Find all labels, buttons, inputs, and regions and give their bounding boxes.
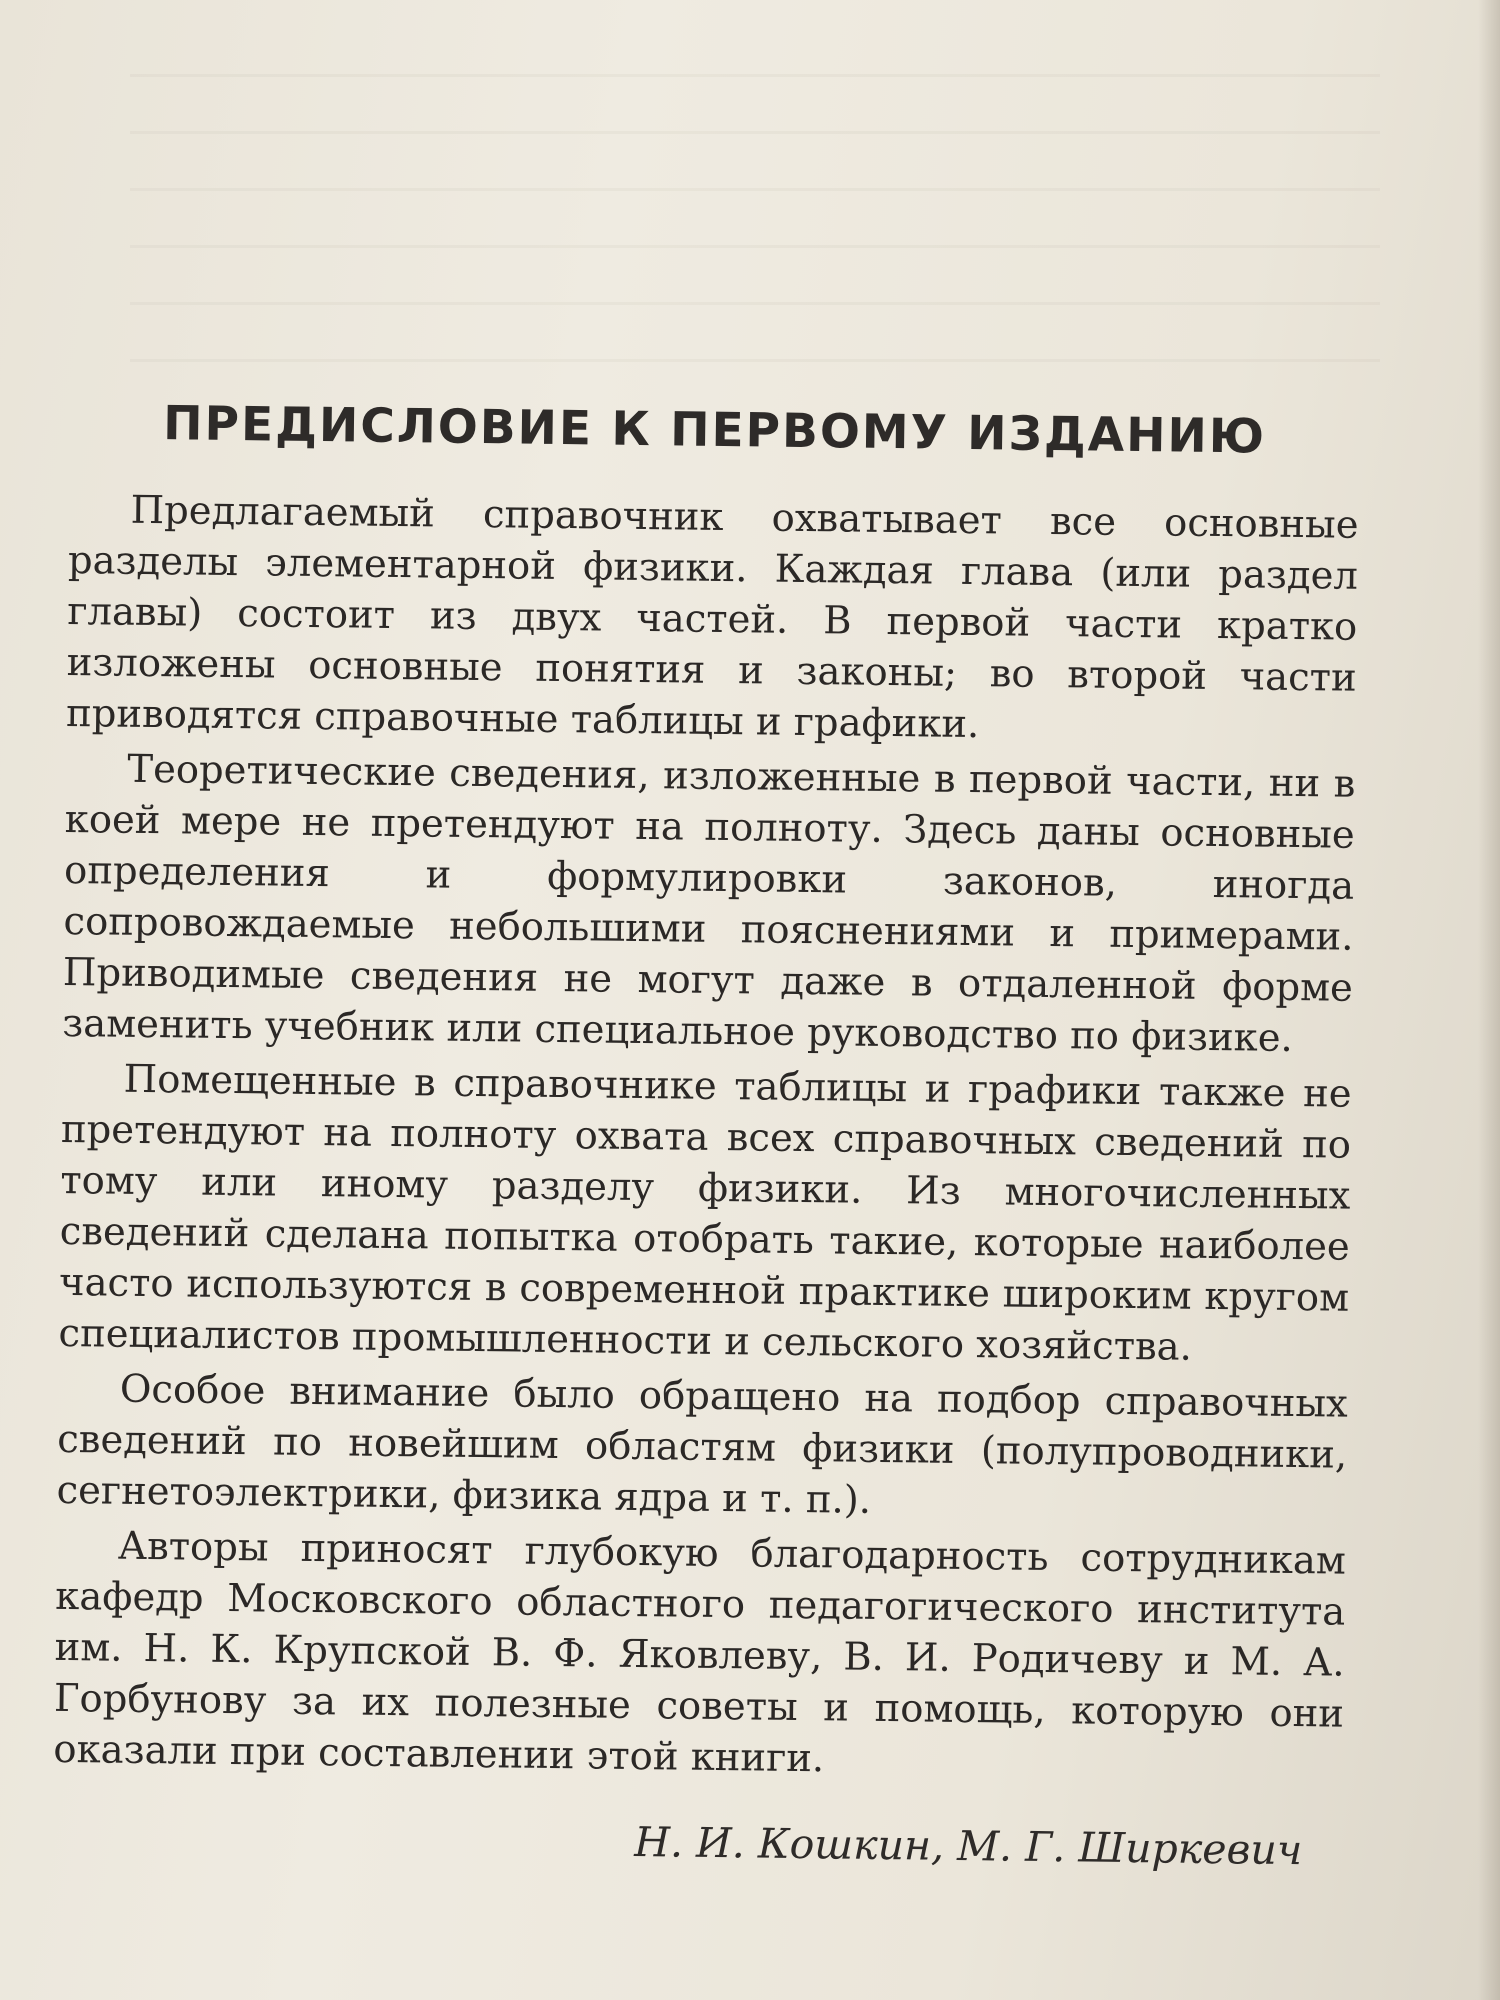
paragraph-1: Предлагаемый справочник охватывает все основные разделы элементарной физики. Каждая глава (или раздел главы) состоит из двух частей. В первой части кратко изложены основные понятия и законы; во второй части приводятся справочные таблицы и графики.	[65, 487, 1359, 748]
author-signature: Н. И. Кошкин, М. Г. Ширкевич	[633, 1818, 1303, 1875]
page-edge-shadow	[1478, 0, 1500, 2000]
paragraph-3: Помещенные в справочнике таблицы и графики также не претендуют на полноту охвата всех справочных сведений по тому или иному разделу физики. Из многочисленных сведений сделана попытка отобрать такие, которые наиболее часто используются в современной практике широким кругом специалистов промышленности и сельского хозяйства.	[58, 1056, 1352, 1370]
paragraph-2: Теоретические сведения, изложенные в первой части, ни в коей мере не претендуют на полноту. Здесь даны основные определения и формулировки законов, иногда сопровождаемые небольшими пояснениями и примерами. Приводимые сведения не могут даже в отдаленной форме заменить учебник или специальное руководство по физике.	[62, 746, 1356, 1061]
paragraph-4: Особое внимание было обращено на подбор справочных сведений по новейшим областям физики (полупроводники, сегнетоэлектрики, физика ядра и т. п.).	[56, 1366, 1349, 1523]
page-title: ПРЕДИСЛОВИЕ К ПЕРВОМУ ИЗДАНИЮ	[162, 396, 1267, 465]
preface-content	[52, 395, 1360, 1875]
paragraph-5: Авторы приносят глубокую благодарность сотрудникам кафедр Московского областного педагогического института им. Н. К. Крупской В. Ф. Яковлеву, В. И. Родичеву и М. А. Горбунову за их полезные советы и помощь, которую они оказали при составлении этой книги.	[53, 1523, 1347, 1782]
bleed-through-text	[130, 30, 1380, 410]
